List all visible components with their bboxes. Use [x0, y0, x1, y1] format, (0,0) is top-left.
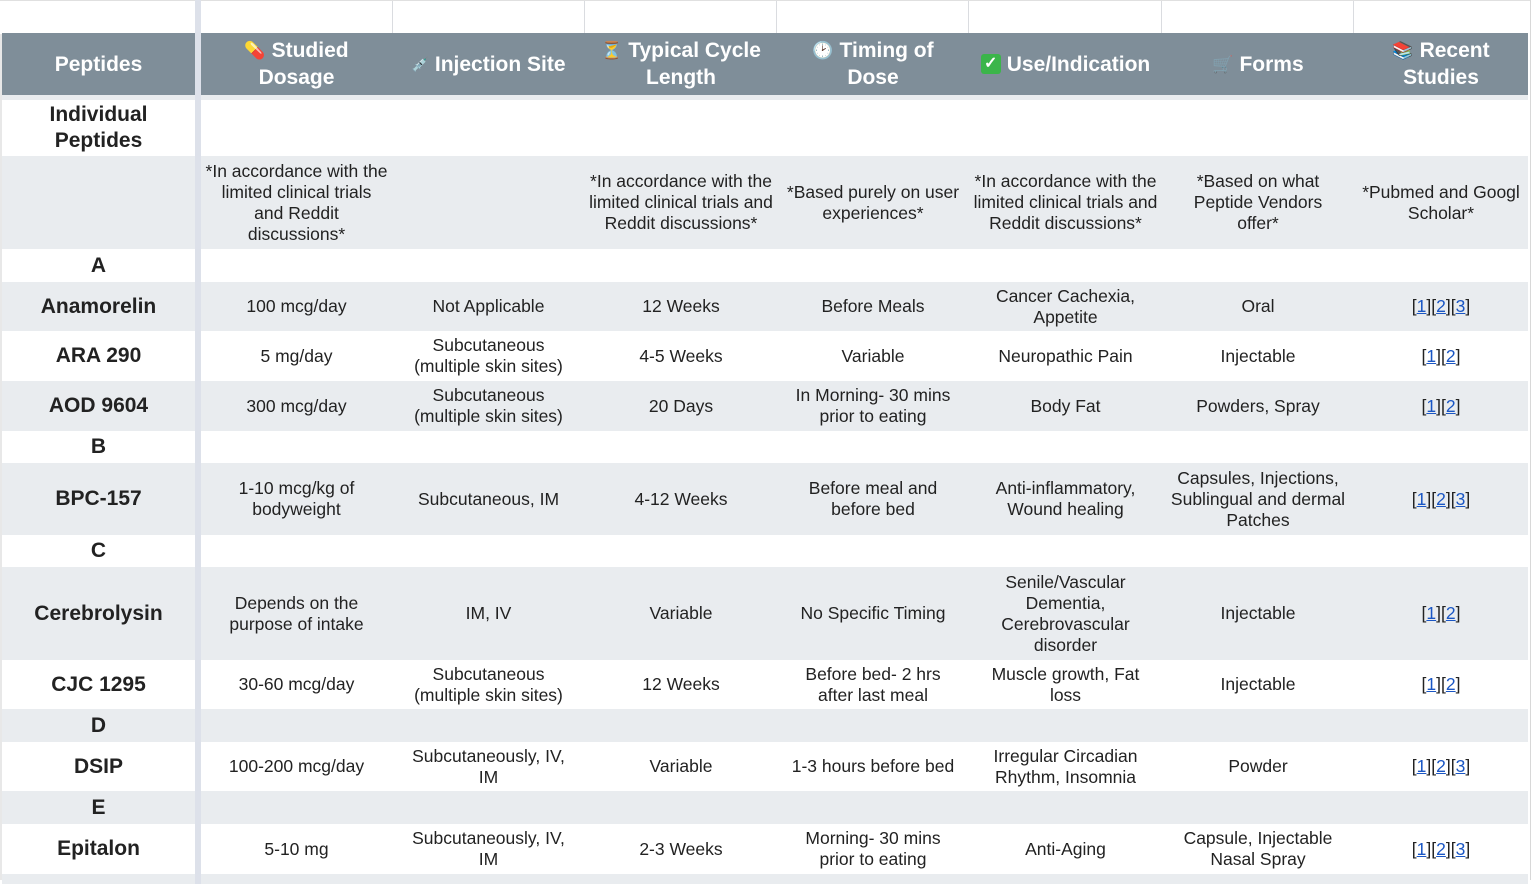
section-title[interactable]: Individual Peptides: [49, 103, 148, 152]
empty-cell[interactable]: [392, 535, 585, 567]
cycle-length-cell[interactable]: [585, 463, 777, 535]
header-forms[interactable]: 🛒 Forms: [1212, 52, 1304, 76]
empty-cell[interactable]: [777, 249, 969, 282]
forms-cell[interactable]: [1162, 567, 1354, 660]
empty-cell[interactable]: [1354, 100, 1528, 156]
dosage-cell[interactable]: [201, 381, 392, 431]
dosage-cell-text: 1-10 mcg/kg of bodyweight: [238, 478, 355, 519]
forms-cell[interactable]: [1162, 331, 1354, 381]
cycle-length-cell[interactable]: [585, 742, 777, 791]
dosage-cell[interactable]: [201, 824, 392, 874]
forms-cell[interactable]: [1162, 381, 1354, 431]
injection-site-cell[interactable]: [392, 824, 585, 874]
forms-cell[interactable]: [1162, 463, 1354, 535]
books-icon: 📚: [1392, 41, 1414, 61]
blank-cell[interactable]: [968, 1, 1162, 33]
timing-cell-text: In Morning- 30 mins prior to eating: [795, 385, 951, 426]
header-row: [2, 33, 1528, 95]
forms-cell-text: Injectable: [1220, 345, 1296, 366]
header-timing[interactable]: 🕑 Timing of Dose: [812, 38, 934, 90]
cycle-length-cell[interactable]: [585, 331, 777, 381]
empty-cell[interactable]: [201, 709, 392, 742]
dosage-cell-text: 100 mcg/day: [246, 296, 347, 316]
letter-row: [2, 535, 1528, 567]
study-link[interactable]: 3: [1455, 838, 1466, 859]
forms-cell-text: Capsules, Injections, Sublingual and dermal Patches: [1170, 467, 1346, 530]
cycle-length-cell[interactable]: [585, 824, 777, 874]
injection-site-cell[interactable]: [392, 331, 585, 381]
blank-cell[interactable]: [776, 1, 969, 33]
empty-cell[interactable]: [969, 535, 1162, 567]
empty-cell[interactable]: [585, 709, 777, 742]
forms-cell[interactable]: [1162, 742, 1354, 791]
forms-cell[interactable]: [1162, 824, 1354, 874]
header-cycle-length[interactable]: ⏳ Typical Cycle Length: [601, 38, 761, 90]
empty-cell: [1354, 249, 1528, 282]
studies-cell: [ 1 ] [ 2 ] [ 3 ]: [1411, 756, 1471, 776]
letter-heading[interactable]: C: [90, 539, 107, 562]
table-row: [2, 874, 1528, 884]
empty-cell[interactable]: [585, 100, 777, 156]
forms-cell-text: Injectable: [1220, 603, 1296, 623]
timing-cell-text: Before meal and before bed: [808, 478, 938, 519]
use-cell-text: Cancer Cachexia, Appetite: [995, 285, 1136, 327]
study-link[interactable]: 3: [1455, 296, 1466, 316]
use-cell-text: Muscle growth, Fat loss: [991, 663, 1140, 705]
empty-cell[interactable]: [585, 874, 777, 884]
cycle-length-cell-text: 2-3 Weeks: [639, 838, 723, 859]
empty-cell[interactable]: [1162, 431, 1354, 463]
timing-cell[interactable]: [777, 282, 969, 331]
empty-cell[interactable]: [392, 791, 585, 824]
empty-cell[interactable]: [1162, 709, 1354, 742]
timing-cell[interactable]: [777, 463, 969, 535]
letter-heading[interactable]: A: [90, 253, 107, 277]
dosage-cell-text: 100-200 mcg/day: [228, 756, 365, 776]
table-row: [2, 282, 1528, 331]
empty-cell[interactable]: [777, 709, 969, 742]
timing-cell-text: 1-3 hours before bed: [791, 756, 955, 776]
empty-cell[interactable]: [585, 791, 777, 824]
empty-cell[interactable]: [1162, 249, 1354, 282]
timing-cell[interactable]: [777, 381, 969, 431]
studies-cell: [ 1 ] [ 2 ] [ 3 ]: [1411, 488, 1471, 509]
blank-cell[interactable]: [0, 1, 196, 33]
use-cell[interactable]: [969, 824, 1162, 874]
empty-cell[interactable]: [969, 431, 1162, 463]
injection-site-cell[interactable]: [392, 660, 585, 709]
empty-cell: [1354, 535, 1528, 567]
dosage-cell[interactable]: [201, 567, 392, 660]
study-link[interactable]: 2: [1436, 838, 1446, 859]
empty-cell[interactable]: [1162, 535, 1354, 567]
dosage-cell-text: 30-60 mcg/day: [238, 674, 355, 694]
blank-top-row: [0, 0, 1530, 34]
letter-row: [2, 791, 1528, 824]
peptide-name[interactable]: Epitalon: [57, 837, 140, 860]
injection-site-cell-text: IM, IV: [465, 603, 512, 623]
dosage-cell[interactable]: [201, 331, 392, 381]
empty-cell: [1354, 431, 1528, 463]
empty-cell[interactable]: [969, 874, 1162, 884]
empty-cell[interactable]: [2, 874, 195, 884]
empty-cell[interactable]: [777, 874, 969, 884]
hourglass-icon: ⏳: [601, 41, 623, 61]
injection-site-cell[interactable]: [392, 567, 585, 660]
dosage-cell-text: 5-10 mg: [264, 838, 329, 859]
forms-cell[interactable]: [1162, 660, 1354, 709]
table-row: [2, 381, 1528, 431]
study-link[interactable]: 1: [1426, 345, 1437, 366]
use-cell[interactable]: [969, 331, 1162, 381]
header-peptides[interactable]: Peptides: [54, 52, 143, 76]
cart-icon: 🛒: [1212, 54, 1234, 74]
note-injection-site[interactable]: [392, 156, 585, 249]
study-link[interactable]: 2: [1445, 674, 1456, 694]
use-cell[interactable]: [969, 660, 1162, 709]
note-use[interactable]: *In accordance with the limited clinical trials and Reddit discussions*: [973, 171, 1158, 233]
cycle-length-cell-text: 4-5 Weeks: [639, 345, 723, 366]
timing-cell-text: No Specific Timing: [800, 603, 946, 623]
dosage-cell-text: 5 mg/day: [260, 345, 333, 366]
forms-cell-text: Capsule, Injectable Nasal Spray: [1183, 828, 1333, 869]
cycle-length-cell-text: 12 Weeks: [642, 296, 720, 316]
header-studied-dosage[interactable]: 💊 Studied Dosage: [244, 38, 349, 90]
empty-cell[interactable]: [201, 535, 392, 567]
cycle-length-cell-text: 12 Weeks: [642, 674, 720, 694]
blank-cell[interactable]: [1161, 1, 1354, 33]
timing-cell[interactable]: [777, 742, 969, 791]
empty-cell[interactable]: [585, 249, 777, 282]
dosage-cell[interactable]: [201, 742, 392, 791]
use-cell[interactable]: [969, 282, 1162, 331]
cycle-length-cell-text: 4-12 Weeks: [634, 488, 728, 509]
header-use-indication[interactable]: ✓ Use/Indication: [969, 33, 1162, 95]
table-row: [2, 567, 1528, 660]
injection-site-cell-text: Subcutaneous, IM: [417, 488, 560, 509]
timing-cell[interactable]: [777, 660, 969, 709]
empty-cell[interactable]: [777, 791, 969, 824]
study-link[interactable]: 2: [1445, 603, 1456, 623]
use-cell-text: Body Fat: [1030, 395, 1101, 416]
blank-cell[interactable]: [200, 1, 393, 33]
use-cell[interactable]: [969, 381, 1162, 431]
blank-cell[interactable]: [584, 1, 777, 33]
use-cell-text: Anti-Aging: [1025, 838, 1106, 859]
peptide-name[interactable]: CJC 1295: [51, 672, 146, 696]
use-cell-text: Senile/Vascular Dementia, Cerebrovascular disorder: [1001, 571, 1130, 655]
letter-row: [2, 709, 1528, 742]
forms-cell-text: Injectable: [1220, 674, 1296, 694]
use-cell-text: Anti-inflammatory, Wound healing: [995, 478, 1136, 519]
header-recent-studies[interactable]: 📚 Recent Studies: [1392, 38, 1490, 90]
injection-site-cell-text: Subcutaneous (multiple skin sites): [414, 385, 563, 426]
forms-cell-text: Powder: [1228, 756, 1288, 776]
study-link[interactable]: 1: [1416, 488, 1427, 509]
study-link[interactable]: 1: [1416, 296, 1427, 316]
dosage-cell[interactable]: [201, 282, 392, 331]
studies-cell: [ 1 ] [ 2 ]: [1421, 674, 1461, 694]
timing-cell[interactable]: [777, 331, 969, 381]
note-forms[interactable]: *Based on what Peptide Vendors offer*: [1193, 171, 1323, 233]
note-timing[interactable]: *Based purely on user experiences*: [786, 181, 960, 223]
study-link[interactable]: 1: [1426, 603, 1437, 623]
studies-cell: [ 1 ] [ 2 ]: [1421, 345, 1461, 366]
frozen-column-divider[interactable]: [195, 0, 201, 880]
cycle-length-cell[interactable]: [585, 381, 777, 431]
empty-cell[interactable]: [1162, 791, 1354, 824]
study-link[interactable]: 2: [1445, 345, 1456, 366]
timing-cell-text: Variable: [841, 345, 905, 366]
timing-cell[interactable]: [777, 824, 969, 874]
cycle-length-cell[interactable]: [585, 660, 777, 709]
empty-cell[interactable]: [392, 100, 585, 156]
injection-site-cell-text: Subcutaneous (multiple skin sites): [414, 663, 563, 705]
empty-cell[interactable]: [777, 535, 969, 567]
cycle-length-cell-text: Variable: [649, 756, 713, 776]
injection-site-cell[interactable]: [392, 742, 585, 791]
empty-cell[interactable]: [201, 249, 392, 282]
letter-heading[interactable]: D: [90, 713, 107, 737]
timing-cell-text: Before Meals: [821, 296, 925, 316]
peptide-name[interactable]: DSIP: [73, 754, 123, 778]
timing-cell-text: Morning- 30 mins prior to eating: [805, 828, 941, 869]
empty-cell[interactable]: [969, 249, 1162, 282]
empty-cell: [1354, 874, 1528, 884]
section-row: [2, 100, 1528, 156]
injection-site-cell[interactable]: [392, 463, 585, 535]
table-row: [2, 331, 1528, 381]
scrollbar-gutter[interactable]: [1530, 0, 1531, 880]
empty-cell[interactable]: [585, 431, 777, 463]
study-link[interactable]: 3: [1455, 756, 1466, 776]
peptide-name[interactable]: Anamorelin: [40, 294, 157, 318]
use-cell-text: Neuropathic Pain: [998, 345, 1133, 366]
note-cycle[interactable]: *In accordance with the limited clinical trials and Reddit discussions*: [589, 171, 773, 233]
study-link[interactable]: 1: [1416, 756, 1427, 776]
study-link[interactable]: 1: [1426, 674, 1437, 694]
injection-site-cell[interactable]: [392, 282, 585, 331]
empty-cell[interactable]: [201, 431, 392, 463]
header-injection-site[interactable]: 💉 Injection Site: [411, 52, 566, 76]
empty-cell[interactable]: [1162, 100, 1354, 156]
cycle-length-cell[interactable]: [585, 567, 777, 660]
empty-cell[interactable]: [777, 100, 969, 156]
notes-row: [2, 156, 1528, 249]
study-link[interactable]: 2: [1436, 488, 1446, 509]
empty-cell[interactable]: [201, 100, 392, 156]
empty-cell[interactable]: [2, 156, 195, 249]
use-cell[interactable]: [969, 567, 1162, 660]
study-link[interactable]: 2: [1436, 756, 1446, 776]
dosage-cell[interactable]: [201, 463, 392, 535]
table-row: [2, 742, 1528, 791]
empty-cell[interactable]: [777, 431, 969, 463]
letter-heading[interactable]: B: [90, 435, 107, 458]
study-link[interactable]: 1: [1426, 395, 1437, 416]
empty-cell[interactable]: [392, 874, 585, 884]
use-cell[interactable]: [969, 463, 1162, 535]
dosage-cell-text: Depends on the purpose of intake: [229, 592, 364, 634]
forms-cell[interactable]: [1162, 282, 1354, 331]
studies-cell: [ 1 ] [ 2 ]: [1421, 395, 1461, 416]
empty-cell[interactable]: [201, 791, 392, 824]
dosage-cell-text: 300 mcg/day: [246, 395, 347, 416]
study-link[interactable]: 2: [1445, 395, 1456, 416]
timing-cell-text: Before bed- 2 hrs after last meal: [805, 663, 941, 705]
peptide-name[interactable]: Cerebrolysin: [34, 601, 163, 625]
empty-cell[interactable]: [969, 709, 1162, 742]
syringe-icon: 💉: [411, 55, 429, 72]
studies-cell: [ 1 ] [ 2 ] [ 3 ]: [1411, 296, 1471, 316]
letter-row: [2, 249, 1528, 282]
injection-site-cell-text: Subcutaneous (multiple skin sites): [414, 335, 563, 376]
clock-icon: 🕑: [812, 41, 834, 61]
checkmark-icon: ✓: [981, 54, 1001, 74]
dosage-cell[interactable]: [201, 660, 392, 709]
empty-cell[interactable]: [1162, 874, 1354, 884]
note-dosage[interactable]: *In accordance with the limited clinical trials and Reddit discussions*: [205, 160, 388, 244]
table-row: [2, 824, 1528, 874]
cycle-length-cell[interactable]: [585, 282, 777, 331]
table-row: [2, 660, 1528, 709]
letter-heading[interactable]: E: [91, 795, 106, 819]
injection-site-cell-text: Subcutaneously, IV, IM: [412, 745, 565, 787]
injection-site-cell-text: Not Applicable: [432, 296, 545, 316]
blank-cell[interactable]: [392, 1, 585, 33]
peptide-name[interactable]: AOD 9604: [48, 394, 149, 417]
empty-cell[interactable]: [585, 535, 777, 567]
empty-cell[interactable]: [201, 874, 392, 884]
note-studies[interactable]: *Pubmed and Googl Scholar*: [1362, 181, 1520, 223]
timing-cell[interactable]: [777, 567, 969, 660]
empty-cell: [1354, 709, 1528, 742]
study-link[interactable]: 3: [1455, 488, 1466, 509]
cycle-length-cell-text: Variable: [649, 603, 713, 623]
empty-cell: [1354, 791, 1528, 824]
letter-row: [2, 431, 1528, 463]
study-link[interactable]: 2: [1436, 296, 1446, 316]
empty-cell[interactable]: [392, 431, 585, 463]
empty-cell[interactable]: [969, 791, 1162, 824]
table-row: [2, 463, 1528, 535]
empty-cell[interactable]: [392, 249, 585, 282]
empty-cell[interactable]: [969, 100, 1162, 156]
studies-cell: [ 1 ] [ 2 ] [ 3 ]: [1411, 838, 1471, 859]
studies-cell: [ 1 ] [ 2 ]: [1421, 603, 1461, 623]
forms-cell-text: Oral: [1241, 296, 1275, 316]
empty-cell[interactable]: [392, 709, 585, 742]
peptide-name[interactable]: ARA 290: [55, 344, 142, 367]
injection-site-cell-text: Subcutaneously, IV, IM: [412, 828, 565, 869]
peptide-name[interactable]: BPC-157: [55, 487, 142, 510]
cycle-length-cell-text: 20 Days: [648, 395, 714, 416]
use-cell[interactable]: [969, 742, 1162, 791]
study-link[interactable]: 1: [1416, 838, 1427, 859]
use-cell-text: Irregular Circadian Rhythm, Insomnia: [993, 745, 1138, 787]
injection-site-cell[interactable]: [392, 381, 585, 431]
forms-cell-text: Powders, Spray: [1196, 395, 1320, 416]
pill-icon: 💊: [244, 41, 266, 61]
